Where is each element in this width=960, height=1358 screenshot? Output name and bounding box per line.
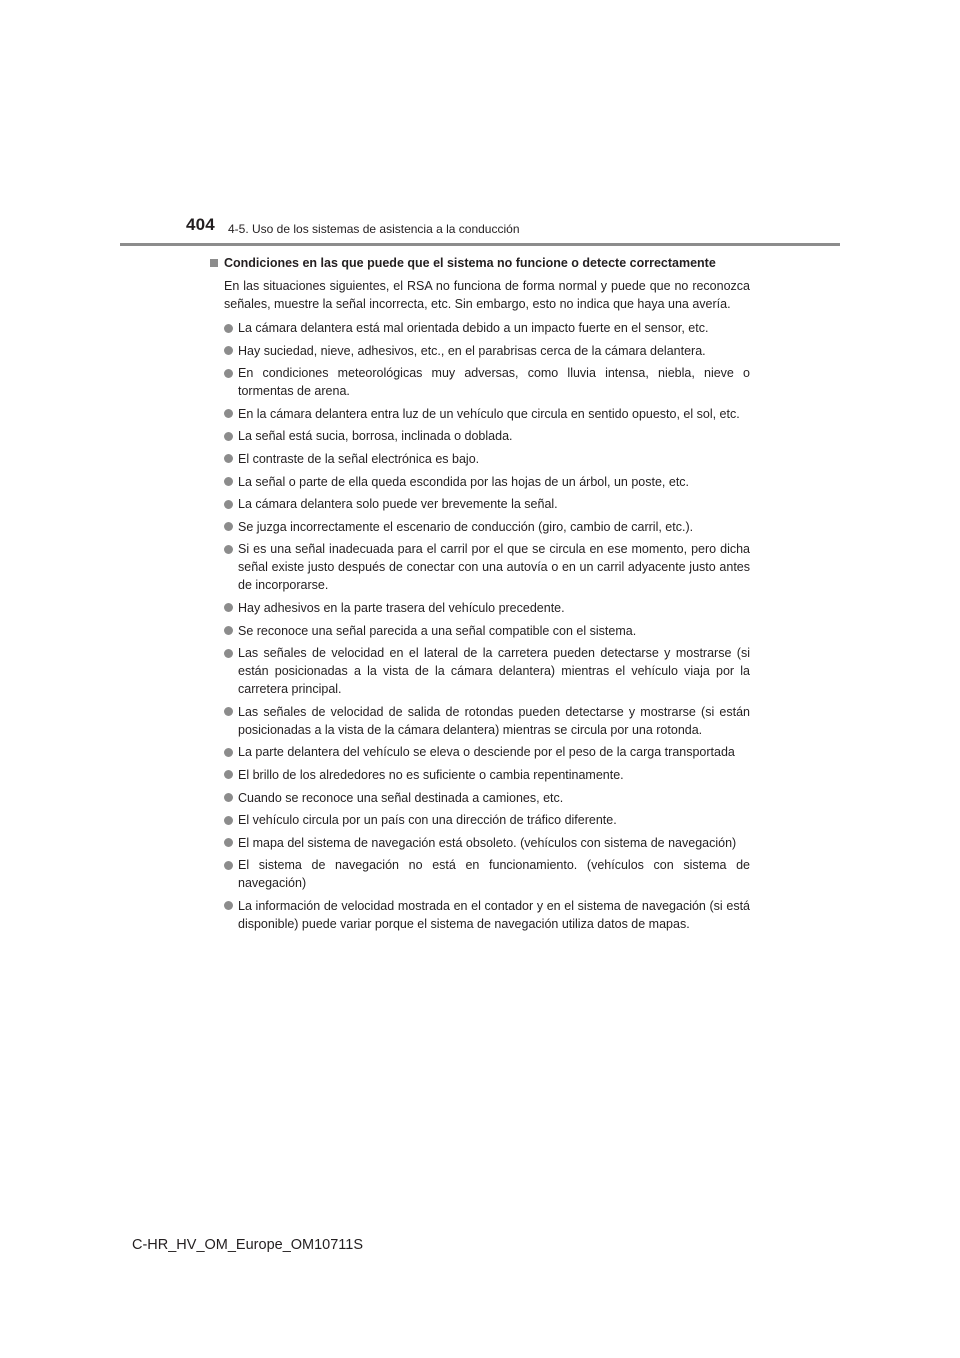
- page-content: [210, 254, 750, 937]
- list-item-text: La parte delantera del vehículo se eleva o desciende por el peso de la carga transportada: [238, 745, 735, 760]
- intro-paragraph: En las situaciones siguientes, el RSA no funciona de forma normal y puede que no reconozca señales, muestre la señal incorrecta, etc. Sin embargo, esto no indica que haya una avería.: [224, 279, 750, 311]
- circle-bullet-icon: [224, 369, 233, 378]
- circle-bullet-icon: [224, 748, 233, 757]
- list-item: [224, 897, 750, 933]
- circle-bullet-icon: [224, 545, 233, 554]
- list-item: [224, 427, 750, 445]
- page-number: 404: [186, 215, 215, 234]
- list-item: [224, 473, 750, 491]
- list-item-text: Hay suciedad, nieve, adhesivos, etc., en el parabrisas cerca de la cámara delantera.: [238, 343, 706, 358]
- list-item: [224, 599, 750, 617]
- circle-bullet-icon: [224, 522, 233, 531]
- list-item: [224, 622, 750, 640]
- list-item-text: Las señales de velocidad en el lateral de la carretera pueden detectarse y mostrarse (si están posicionadas a la vista de la cámara delantera) mientras el vehículo viaja por la carretera principal.: [238, 646, 750, 697]
- list-item: [224, 811, 750, 829]
- circle-bullet-icon: [224, 603, 233, 612]
- list-item-text: La cámara delantera solo puede ver brevemente la señal.: [238, 497, 558, 512]
- list-item: [224, 856, 750, 892]
- square-bullet-icon: [210, 259, 218, 267]
- circle-bullet-icon: [224, 707, 233, 716]
- list-item: [224, 495, 750, 513]
- circle-bullet-icon: [224, 324, 233, 333]
- list-item-text: Las señales de velocidad de salida de rotondas pueden detectarse y mostrarse (si están posicionadas a la vista de la cámara delantera) mientras se circula por una rotonda.: [238, 704, 750, 737]
- list-item-text: Cuando se reconoce una señal destinada a camiones, etc.: [238, 790, 564, 805]
- circle-bullet-icon: [224, 500, 233, 509]
- list-item: [224, 364, 750, 400]
- list-item-text: La cámara delantera está mal orientada debido a un impacto fuerte en el sensor, etc.: [238, 321, 709, 335]
- list-item: [224, 743, 750, 761]
- list-item: [224, 342, 750, 360]
- section-title: 4-5. Uso de los sistemas de asistencia a la conducción: [228, 222, 520, 236]
- circle-bullet-icon: [224, 649, 233, 658]
- circle-bullet-icon: [224, 838, 233, 847]
- list-item-text: En condiciones meteorológicas muy adversas, como lluvia intensa, niebla, nieve o tormentas de arena.: [238, 366, 750, 399]
- circle-bullet-icon: [224, 901, 233, 910]
- circle-bullet-icon: [224, 861, 233, 870]
- document-footer: C-HR_HV_OM_Europe_OM10711S: [132, 1237, 364, 1253]
- header-divider: [120, 243, 840, 246]
- list-item-text: El contraste de la señal electrónica es bajo.: [238, 451, 480, 466]
- list-item-text: La información de velocidad mostrada en el contador y en el sistema de navegación (si está disponible) puede variar porque el sistema de navegación utiliza datos de mapas.: [238, 898, 750, 931]
- list-item-text: El sistema de navegación no está en funcionamiento. (vehículos con sistema de navegación): [238, 858, 750, 891]
- section-heading-text: Condiciones en las que puede que el sistema no funcione o detecte correctamente: [224, 256, 716, 270]
- list-item: [224, 703, 750, 739]
- circle-bullet-icon: [224, 477, 233, 486]
- list-item: [224, 518, 750, 536]
- condition-list: [224, 319, 750, 933]
- list-item-text: Hay adhesivos en la parte trasera del vehículo precedente.: [238, 600, 565, 615]
- list-item: [224, 405, 750, 423]
- circle-bullet-icon: [224, 454, 233, 463]
- circle-bullet-icon: [224, 816, 233, 825]
- list-item: [224, 644, 750, 698]
- circle-bullet-icon: [224, 346, 233, 355]
- list-item-text: En la cámara delantera entra luz de un vehículo que circula en sentido opuesto, el sol, etc.: [238, 406, 740, 421]
- list-item: [224, 834, 750, 852]
- circle-bullet-icon: [224, 409, 233, 418]
- list-item-text: Se juzga incorrectamente el escenario de conducción (giro, cambio de carril, etc.).: [238, 519, 694, 534]
- list-item: [224, 766, 750, 784]
- circle-bullet-icon: [224, 626, 233, 635]
- list-item-text: El vehículo circula por un país con una dirección de tráfico diferente.: [238, 813, 617, 828]
- list-item-text: Si es una señal inadecuada para el carril por el que se circula en ese momento, pero dicha señal existe justo después de conectar con una autovía o en un carril adyacente justo antes de incorporarse.: [238, 542, 750, 593]
- list-item: [224, 319, 750, 337]
- list-item: [224, 540, 750, 594]
- list-item-text: La señal o parte de ella queda escondida por las hojas de un árbol, un poste, etc.: [238, 474, 690, 489]
- list-item-text: Se reconoce una señal parecida a una señal compatible con el sistema.: [238, 623, 637, 638]
- section-heading: [210, 254, 750, 272]
- list-item-text: El brillo de los alrededores no es suficiente o cambia repentinamente.: [238, 767, 624, 782]
- list-item-text: La señal está sucia, borrosa, inclinada o doblada.: [238, 429, 513, 444]
- list-item-text: El mapa del sistema de navegación está obsoleto. (vehículos con sistema de navegación): [238, 835, 737, 850]
- list-item: [224, 450, 750, 468]
- list-item: [224, 789, 750, 807]
- circle-bullet-icon: [224, 432, 233, 441]
- circle-bullet-icon: [224, 793, 233, 802]
- circle-bullet-icon: [224, 770, 233, 779]
